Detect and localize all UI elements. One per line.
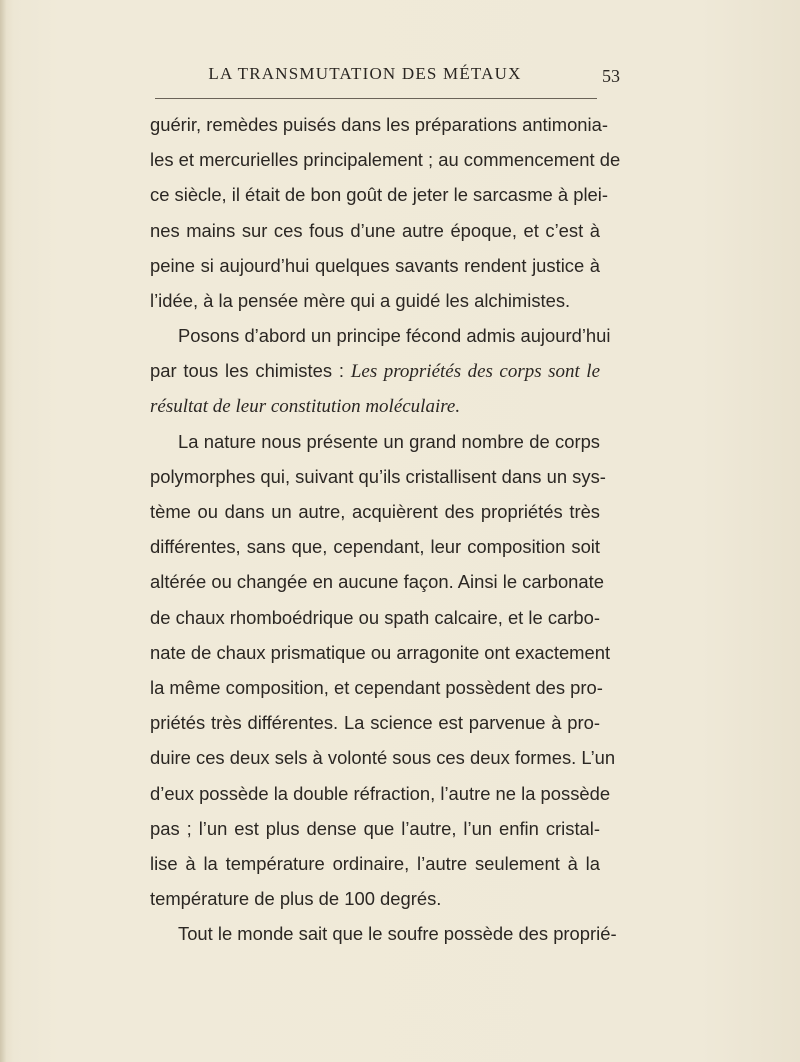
- italic-phrase: Les propriétés des corps sont le: [350, 361, 601, 383]
- page-edge: [0, 0, 6, 1062]
- page-number: 53: [602, 66, 620, 86]
- text-line: [150, 353, 600, 388]
- page-header: [150, 60, 650, 100]
- running-title: LA TRANSMUTATION DES MÉTAUX: [208, 64, 522, 83]
- text-line: différentes, sans que, cependant, leur composition soit: [150, 536, 600, 558]
- text-line: d’eux possède la double réfraction, l’autre ne la possède: [150, 782, 611, 804]
- text-line: de chaux rhomboédrique ou spath calcaire, et le carbo-: [150, 606, 600, 628]
- text-line: la même composition, et cependant possèdent des pro-: [150, 677, 603, 698]
- text-line: La nature nous présente un grand nombre de corps: [178, 430, 600, 452]
- text-line: peine si aujourd’hui quelques savants rendent justice à: [150, 254, 600, 276]
- text-line: guérir, remèdes puisés dans les préparations antimonia-: [150, 114, 608, 135]
- text-line: lise à la température ordinaire, l’autre seulement à la: [150, 852, 600, 874]
- header-rule: [155, 98, 597, 99]
- body-text: [150, 107, 621, 952]
- text-line: température de plus de 100 degrés.: [150, 888, 442, 910]
- text-line: l’idée, à la pensée mère qui a guidé les alchimistes.: [150, 289, 571, 311]
- text-line: nate de chaux prismatique ou arragonite ont exactement: [150, 641, 611, 663]
- text-line: les et mercurielles principalement ; au commencement de: [150, 149, 621, 171]
- text-line: Posons d’abord un principe fécond admis aujourd’hui: [178, 325, 611, 347]
- text-line: pas ; l’un est plus dense que l’autre, l’un enfin cristal-: [150, 817, 600, 839]
- text-line: nes mains sur ces fous d’une autre époque, et c’est à: [150, 219, 600, 241]
- text-line: polymorphes qui, suivant qu’ils cristallisent dans un sys-: [150, 465, 606, 487]
- text-line: Tout le monde sait que le soufre possède des proprié-: [178, 923, 617, 945]
- text-line: tème ou dans un autre, acquièrent des propriétés très: [150, 501, 600, 523]
- text-fragment: par tous les chimistes :: [150, 360, 351, 382]
- text-line: ce siècle, il était de bon goût de jeter le sarcasme à plei-: [150, 184, 608, 206]
- text-line: duire ces deux sels à volonté sous ces deux formes. L’un: [150, 747, 616, 769]
- italic-line: résultat de leur constitution moléculaire.: [150, 395, 461, 417]
- text-line: altérée ou changée en aucune façon. Ainsi le carbonate: [150, 571, 604, 593]
- text-line: priétés très différentes. La science est parvenue à pro-: [150, 712, 600, 734]
